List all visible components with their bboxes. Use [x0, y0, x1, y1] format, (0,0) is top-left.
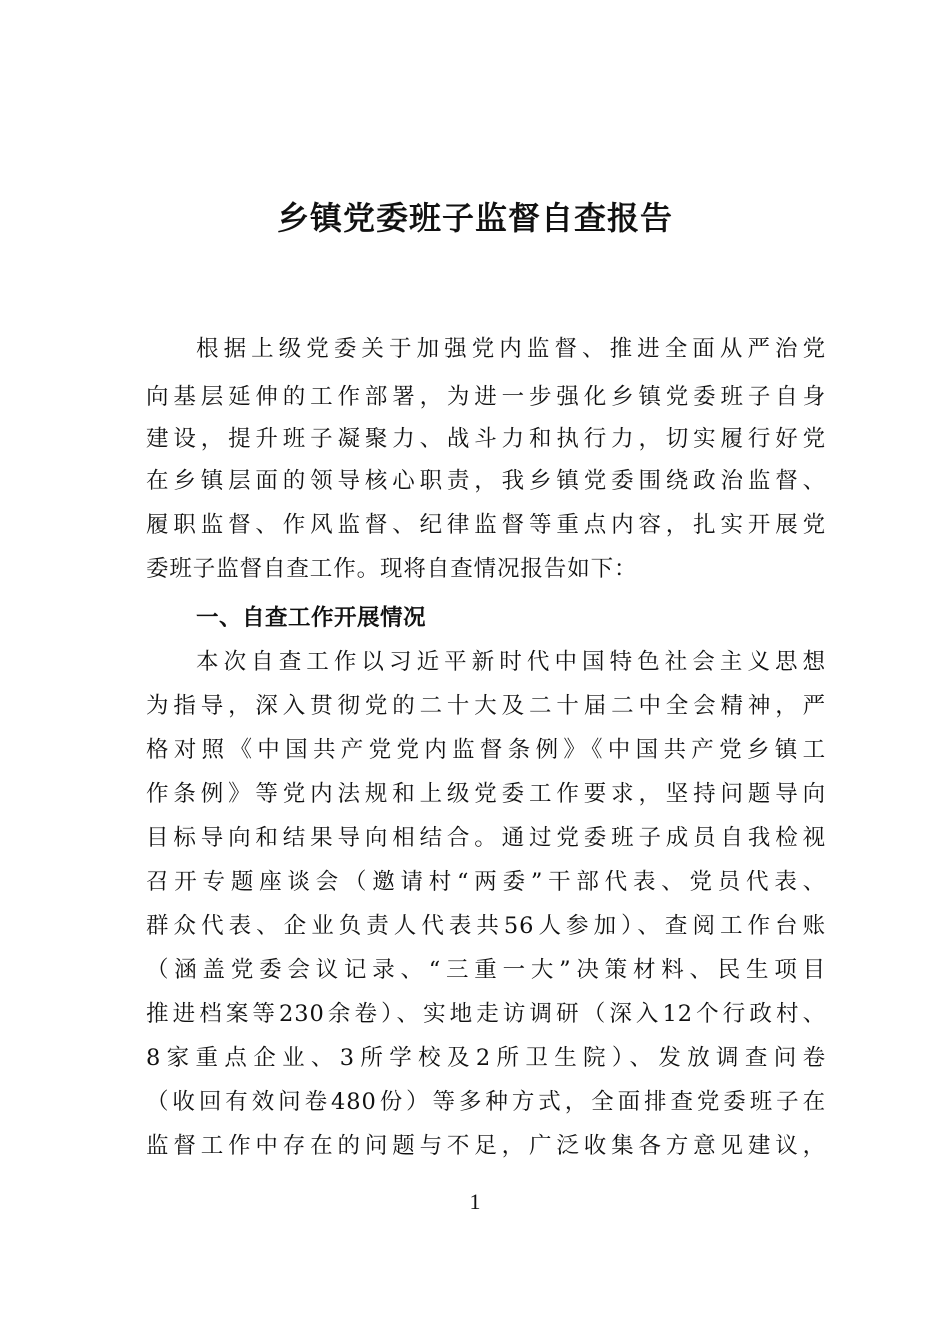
intro-line-4: 在乡镇层面的领导核心职责，我乡镇党委围绕政治监督、 [146, 468, 826, 494]
section1-line-8: （涵盖党委会议记录、“三重一大”决策材料、民生项目 [146, 957, 826, 983]
section1-line-5: 目标导向和结果导向相结合。通过党委班子成员自我检视 [146, 825, 826, 851]
intro-line-1: 根据上级党委关于加强党内监督、推进全面从严治党 [196, 336, 826, 362]
page-number: 1 [469, 1189, 481, 1214]
intro-line-5: 履职监督、作风监督、纪律监督等重点内容，扎实开展党 [146, 512, 826, 538]
section1-line-9: 推进档案等230余卷）、实地走访调研（深入12个行政村、 [146, 1001, 826, 1027]
intro-line-6: 委班子监督自查工作。现将自查情况报告如下： [146, 556, 638, 582]
section1-line-3: 格对照《中国共产党党内监督条例》《中国共产党乡镇工 [146, 737, 826, 763]
section1-line-2: 为指导，深入贯彻党的二十大及二十届二中全会精神，严 [146, 693, 826, 719]
section-heading-1: 一、自查工作开展情况 [196, 605, 427, 631]
document-title: 乡镇党委班子监督自查报告 [276, 199, 673, 237]
section1-line-12: 监督工作中存在的问题与不足，广泛收集各方意见建议， [146, 1133, 826, 1159]
section1-line-11: （收回有效问卷480份）等多种方式，全面排查党委班子在 [146, 1089, 826, 1115]
section1-line-10: 8家重点企业、3所学校及2所卫生院）、发放调查问卷 [146, 1045, 826, 1071]
intro-line-2: 向基层延伸的工作部署，为进一步强化乡镇党委班子自身 [146, 384, 826, 410]
section1-line-6: 召开专题座谈会（邀请村“两委”干部代表、党员代表、 [146, 869, 826, 895]
intro-line-3: 建设，提升班子凝聚力、战斗力和执行力，切实履行好党 [146, 426, 826, 452]
section1-line-1: 本次自查工作以习近平新时代中国特色社会主义思想 [196, 649, 826, 675]
section1-line-7: 群众代表、企业负责人代表共56人参加）、查阅工作台账 [146, 913, 826, 939]
section1-line-4: 作条例》等党内法规和上级党委工作要求，坚持问题导向 [146, 781, 826, 807]
